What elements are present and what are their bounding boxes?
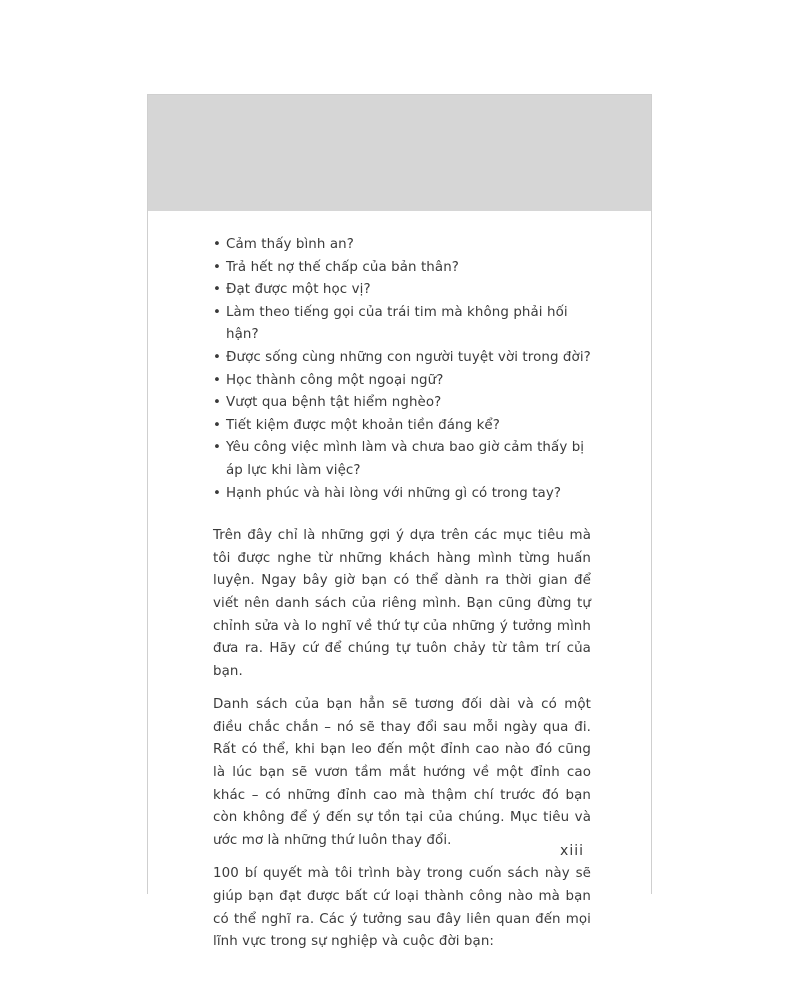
page-number: xiii: [560, 843, 584, 859]
page-content: [213, 234, 591, 965]
list-item: • Cảm thấy bình an?: [213, 234, 591, 257]
bullet-icon: •: [213, 282, 221, 298]
paragraph: Trên đây chỉ là những gợi ý dựa trên các mục tiêu mà tôi được nghe từ những khách hàng mình từng huấn luyện. Ngay bây giờ bạn có thể dành ra thời gian để viết nên danh sách của riêng mình. Bạn cũng đừng tự chỉnh sửa và lo nghĩ về thứ tự của những ý tưởng mình đưa ra. Hãy cứ để chúng tự tuôn chảy từ tâm trí của bạn.: [213, 528, 591, 679]
bullet-icon: •: [213, 395, 221, 411]
list-item: • Làm theo tiếng gọi của trái tim mà không phải hối hận?: [213, 302, 591, 347]
paragraph: 100 bí quyết mà tôi trình bày trong cuốn sách này sẽ giúp bạn đạt được bất cứ loại thành công nào mà bạn có thể nghĩ ra. Các ý tưởng sau đây liên quan đến mọi lĩnh vực trong sự nghiệp và cuộc đời bạn:: [213, 866, 591, 950]
book-page: [147, 94, 652, 950]
bullet-icon: •: [213, 417, 221, 433]
list-item: • Vượt qua bệnh tật hiểm nghèo?: [213, 392, 591, 415]
list-item: • Được sống cùng những con người tuyệt vời trong đời?: [213, 347, 591, 370]
bullet-icon: •: [213, 304, 221, 320]
list-item: • Yêu công việc mình làm và chưa bao giờ cảm thấy bị áp lực khi làm việc?: [213, 437, 591, 482]
list-item: • Đạt được một học vị?: [213, 279, 591, 302]
bullet-icon: •: [213, 237, 221, 252]
bullet-icon: •: [213, 259, 221, 275]
bullet-icon: •: [213, 349, 221, 365]
list-item: • Trả hết nợ thế chấp của bản thân?: [213, 257, 591, 280]
header-band: [148, 95, 651, 211]
bullet-icon: •: [213, 372, 221, 388]
paragraph: Danh sách của bạn hẳn sẽ tương đối dài và có một điều chắc chắn – nó sẽ thay đổi sau mỗi ngày qua đi. Rất có thể, khi bạn leo đến một đỉnh cao nào đó cũng là lúc bạn sẽ vươn tầm mắt hướng về một đỉnh cao khác – có những đỉnh cao mà thậm chí trước đó bạn còn không để ý đến sự tồn tại của chúng. Mục tiêu và ước mơ là những thứ luôn thay đổi.: [213, 697, 591, 848]
bullet-icon: •: [213, 485, 221, 501]
list-item: • Hạnh phúc và hài lòng với những gì có trong tay?: [213, 483, 591, 506]
goal-list: [213, 234, 591, 505]
list-item: • Tiết kiệm được một khoản tiền đáng kể?: [213, 415, 591, 438]
list-item: • Học thành công một ngoại ngữ?: [213, 370, 591, 393]
bullet-icon: •: [213, 440, 221, 456]
